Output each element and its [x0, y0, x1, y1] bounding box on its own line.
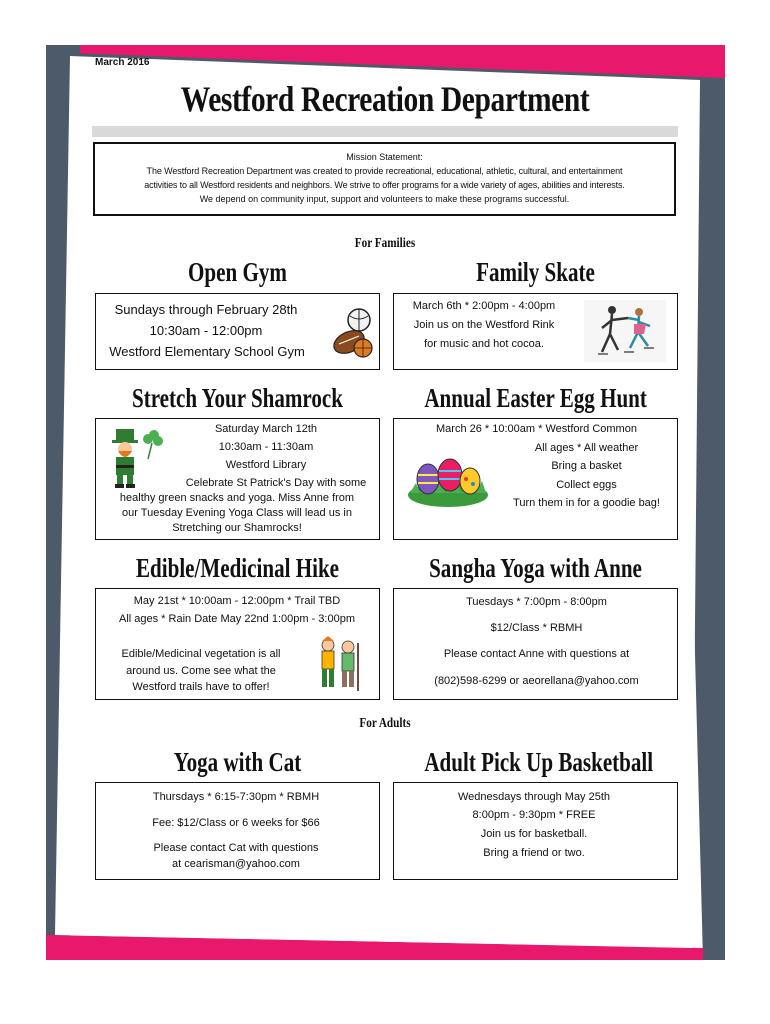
hike-line: around us. Come see what the: [126, 665, 276, 677]
family-skate-line: Join us on the Westford Rink: [413, 319, 555, 331]
sangha-line: Tuesdays * 7:00pm - 8:00pm: [466, 596, 607, 608]
sangha-line: $12/Class * RBMH: [490, 622, 583, 634]
yoga-cat-line: Thursdays * 6:15-7:30pm * RBMH: [152, 791, 320, 803]
yoga-cat-line: Fee: $12/Class or 6 weeks for $66: [152, 817, 320, 829]
basketball-line: 8:00pm - 9:30pm * FREE: [472, 809, 596, 821]
family-skate-line: March 6th * 2:00pm - 4:00pm: [412, 300, 556, 312]
hike-line: Westford trails have to offer!: [132, 681, 270, 693]
yoga-cat-line: Please contact Cat with questions: [153, 842, 319, 854]
family-skate-line: for music and hot cocoa.: [424, 338, 544, 350]
sports-balls-icon: [329, 306, 375, 360]
open-gym-line: Westford Elementary School Gym: [109, 344, 305, 359]
yoga-cat-line: at cearisman@yahoo.com: [172, 858, 300, 870]
shamrock-line: Westford Library: [225, 459, 307, 471]
hike-line: May 21st * 10:00am - 12:00pm * Trail TBD: [133, 595, 341, 607]
open-gym-title: Open Gym: [188, 257, 287, 287]
hike-line: Edible/Medicinal vegetation is all: [121, 648, 281, 660]
sangha-title: Sangha Yoga with Anne: [429, 553, 642, 583]
family-skate-box: [393, 293, 678, 370]
sangha-line: (802)598-6299 or aeorellana@yahoo.com: [434, 675, 639, 687]
open-gym-box: [95, 293, 380, 370]
mission-line: activities to all Westford residents and neighbors. We strive to offer programs for a wide variety of ages, abilities and interests.: [144, 180, 625, 190]
shamrock-line: Celebrate St Patrick's Day with some: [185, 477, 367, 489]
family-skate-title: Family Skate: [476, 257, 595, 287]
shamrock-line: 10:30am - 11:30am: [218, 441, 314, 453]
egg-hunt-title: Annual Easter Egg Hunt: [424, 383, 647, 413]
egg-hunt-box: [393, 418, 678, 540]
hike-title: Edible/Medicinal Hike: [135, 553, 340, 583]
shamrock-line: Stretching our Shamrocks!: [172, 522, 302, 534]
egg-hunt-line: Collect eggs: [556, 479, 617, 491]
basketball-line: Wednesdays through May 25th: [457, 791, 611, 803]
egg-hunt-line: Turn them in for a goodie bag!: [513, 497, 660, 509]
egg-hunt-line: All ages * All weather: [534, 442, 639, 454]
hikers-icon: [316, 635, 362, 693]
section-families-label: For Families: [354, 236, 416, 251]
skaters-icon: [584, 300, 666, 362]
egg-hunt-line: Bring a basket: [551, 460, 622, 472]
open-gym-line: 10:30am - 12:00pm: [149, 323, 263, 338]
page-title: Westford Recreation Department: [180, 79, 590, 119]
basketball-line: Join us for basketball.: [480, 828, 588, 840]
shamrock-line: our Tuesday Evening Yoga Class will lead us in: [122, 507, 352, 519]
title-underline-bar: [92, 126, 678, 137]
mission-heading: Mission Statement:: [346, 152, 423, 162]
open-gym-line: Sundays through February 28th: [114, 302, 298, 317]
hike-box: [95, 588, 380, 700]
shamrock-line: healthy green snacks and yoga. Miss Anne from: [119, 492, 355, 504]
hike-line: All ages * Rain Date May 22nd 1:00pm - 3:00pm: [118, 613, 356, 625]
mission-line: We depend on community input, support and volunteers to make these programs successful.: [199, 194, 570, 204]
mission-line: The Westford Recreation Department was created to provide recreational, educational, athletic, cultural, and entertainment: [146, 166, 623, 176]
basketball-title: Adult Pick Up Basketball: [424, 747, 654, 777]
egg-hunt-line: March 26 * 10:00am * Westford Common: [436, 423, 637, 435]
sangha-box: [393, 588, 678, 700]
easter-eggs-icon: [406, 449, 490, 509]
issue-date: March 2016: [95, 57, 150, 68]
basketball-box: [393, 782, 678, 880]
shamrock-line: Saturday March 12th: [214, 423, 318, 435]
leprechaun-icon: [108, 425, 164, 489]
shamrock-box: [95, 418, 380, 540]
yoga-cat-box: [95, 782, 380, 880]
yoga-cat-title: Yoga with Cat: [173, 747, 302, 777]
basketball-line: Bring a friend or two.: [483, 847, 585, 859]
sangha-line: Please contact Anne with questions at: [443, 648, 630, 660]
mission-statement-box: [93, 142, 676, 216]
shamrock-title: Stretch Your Shamrock: [131, 383, 343, 413]
section-adults-label: For Adults: [359, 716, 411, 731]
